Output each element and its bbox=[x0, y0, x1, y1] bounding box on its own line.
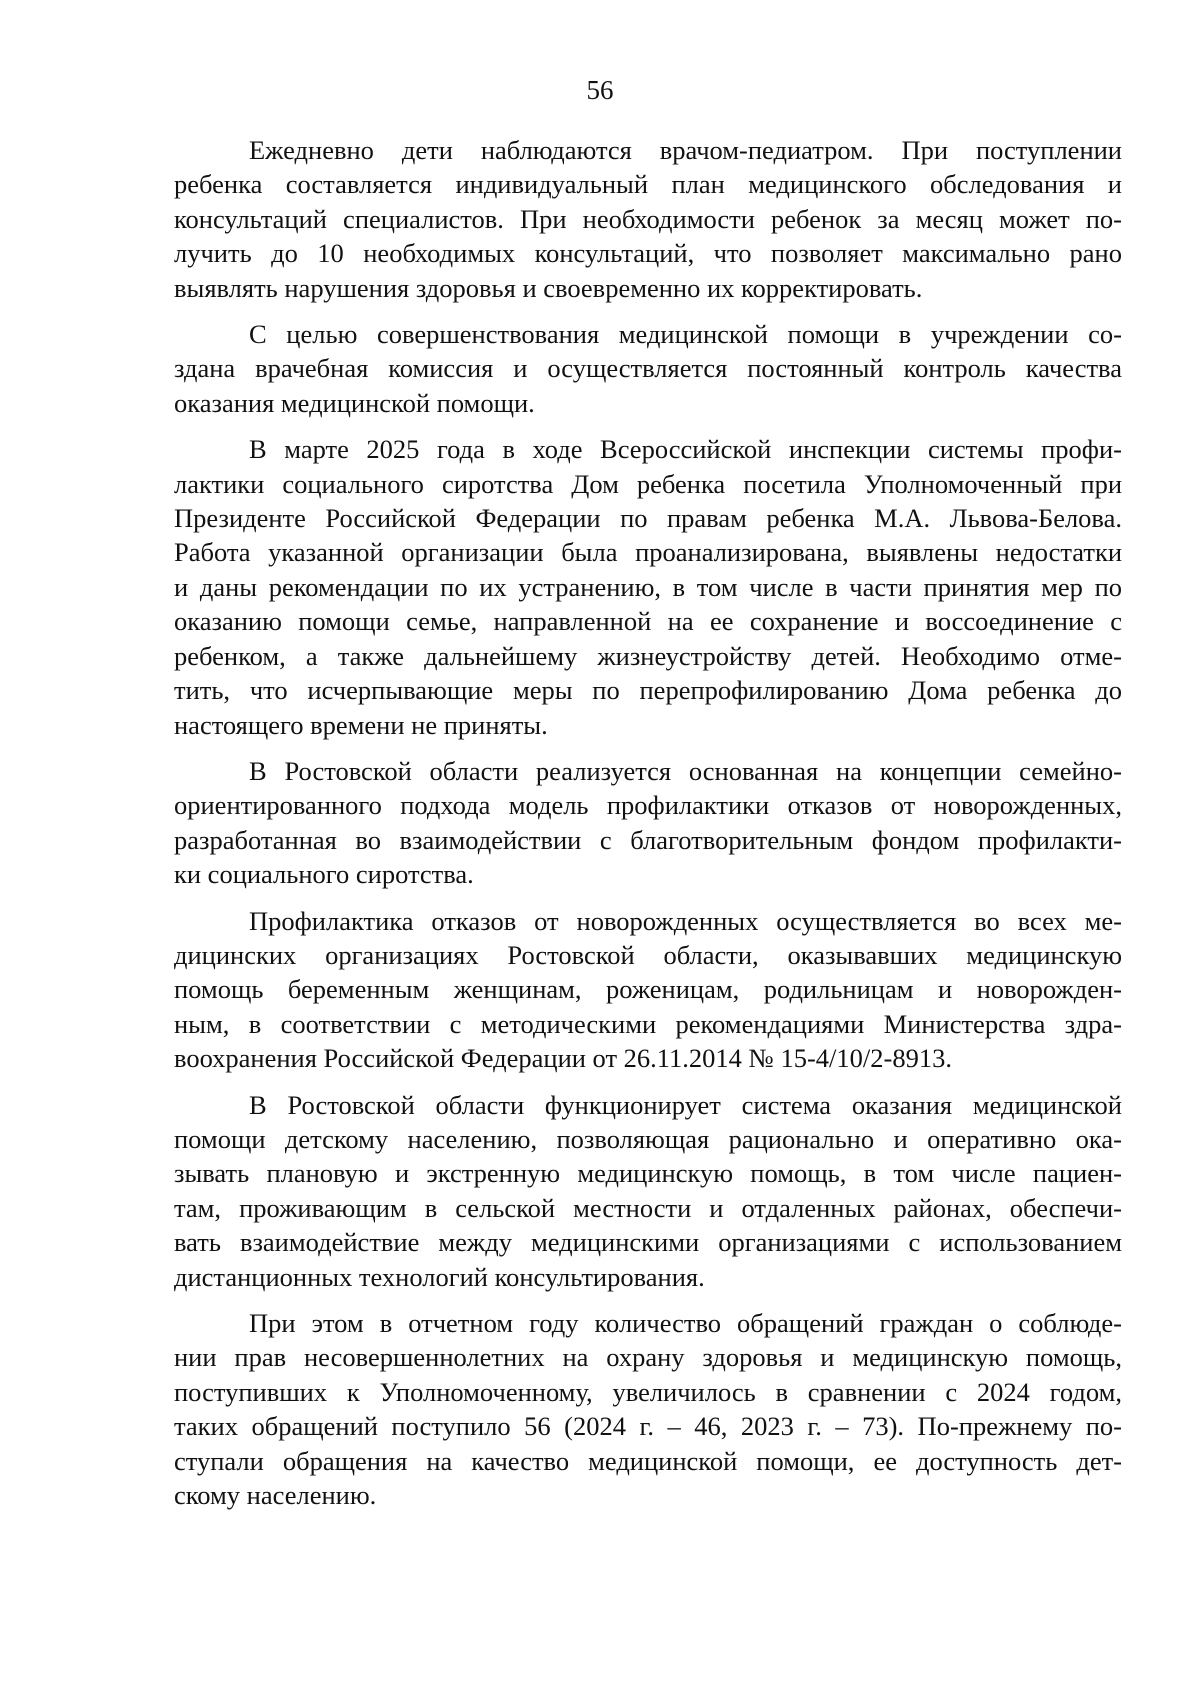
text-line: дистанционных технологий консультирования. bbox=[174, 1261, 705, 1292]
text-line: В марте 2025 года в ходе Всероссийской инспекции системы профи- bbox=[249, 434, 1122, 465]
paragraph bbox=[174, 754, 1122, 892]
paragraph bbox=[174, 1306, 1122, 1512]
text-line: Ежедневно дети наблюдаются врачом-педиатром. При поступлении bbox=[249, 135, 1122, 165]
paragraph bbox=[174, 1088, 1122, 1294]
page-number: 56 bbox=[586, 75, 614, 105]
text-line: зывать плановую и экстренную медицинскую помощь, в том числе пациен- bbox=[174, 1158, 1122, 1189]
text-line: ребенка составляется индивидуальный план медицинского обследования и bbox=[174, 169, 1122, 200]
text-line: ступали обращения на качество медицинской помощи, ее доступность дет- bbox=[174, 1445, 1122, 1476]
text-line: С целью совершенствования медицинской помощи в учреждении со- bbox=[249, 319, 1122, 350]
text-line: дицинских организациях Ростовской области, оказывавших медицинскую bbox=[174, 939, 1122, 970]
text-line: воохранения Российской Федерации от 26.11.2014 № 15-4/10/2-8913. bbox=[174, 1043, 952, 1074]
text-line: нии прав несовершеннолетних на охрану здоровья и медицинскую помощь, bbox=[174, 1342, 1122, 1373]
text-line: ным, в соответствии с методическими рекомендациями Министерства здра- bbox=[174, 1008, 1122, 1039]
text-line: там, проживающим в сельской местности и отдаленных районах, обеспечи- bbox=[174, 1192, 1122, 1223]
paragraph bbox=[174, 317, 1122, 420]
text-line: тить, что исчерпывающие меры по перепрофилированию Дома ребенка до bbox=[174, 675, 1122, 706]
text-line: таких обращений поступило 56 (2024 г. – 46, 2023 г. – 73). По-прежнему по- bbox=[174, 1411, 1122, 1442]
paragraph bbox=[174, 432, 1122, 742]
paragraph bbox=[174, 133, 1122, 305]
text-line: Президенте Российской Федерации по правам ребенка М.А. Львова-Белова. bbox=[174, 503, 1122, 534]
text-line: настоящего времени не приняты. bbox=[174, 709, 548, 740]
text-line: помощи детскому населению, позволяющая рационально и оперативно ока- bbox=[174, 1123, 1122, 1154]
document-body bbox=[174, 133, 1122, 1524]
paragraph bbox=[174, 904, 1122, 1076]
text-line: консультаций специалистов. При необходимости ребенок за месяц может по- bbox=[174, 203, 1122, 234]
text-line: оказанию помощи семье, направленной на ее сохранение и воссоединение с bbox=[174, 606, 1122, 637]
text-line: Работа указанной организации была проанализирована, выявлены недостатки bbox=[174, 537, 1122, 568]
text-line: поступивших к Уполномоченному, увеличилось в сравнении с 2024 годом, bbox=[174, 1376, 1122, 1407]
text-line: помощь беременным женщинам, роженицам, родильницам и новорожден- bbox=[174, 974, 1122, 1005]
text-line: лактики социального сиротства Дом ребенка посетила Уполномоченный при bbox=[174, 468, 1122, 499]
text-line: лучить до 10 необходимых консультаций, что позволяет максимально рано bbox=[174, 238, 1122, 269]
text-line: ориентированного подхода модель профилактики отказов от новорожденных, bbox=[174, 790, 1122, 821]
text-line: При этом в отчетном году количество обращений граждан о соблюде- bbox=[249, 1308, 1122, 1338]
text-line: здана врачебная комиссия и осуществляется постоянный контроль качества bbox=[174, 353, 1122, 384]
text-line: ки социального сиротства. bbox=[174, 859, 474, 890]
text-line: Профилактика отказов от новорожденных осуществляется во всех ме- bbox=[249, 905, 1122, 936]
text-line: и даны рекомендации по их устранению, в том числе в части принятия мер по bbox=[174, 571, 1122, 602]
text-line: вать взаимодействие между медицинскими организациями с использованием bbox=[174, 1227, 1122, 1258]
text-line: ребенком, а также дальнейшему жизнеустройству детей. Необходимо отме- bbox=[174, 640, 1122, 671]
text-line: скому населению. bbox=[174, 1480, 377, 1511]
text-line: В Ростовской области реализуется основанная на концепции семейно- bbox=[249, 755, 1122, 786]
text-line: оказания медицинской помощи. bbox=[174, 387, 535, 418]
text-line: разработанная во взаимодействии с благотворительным фондом профилакти- bbox=[174, 824, 1122, 855]
text-line: В Ростовской области функционирует система оказания медицинской bbox=[249, 1089, 1122, 1120]
text-line: выявлять нарушения здоровья и своевременно их корректировать. bbox=[174, 272, 923, 303]
